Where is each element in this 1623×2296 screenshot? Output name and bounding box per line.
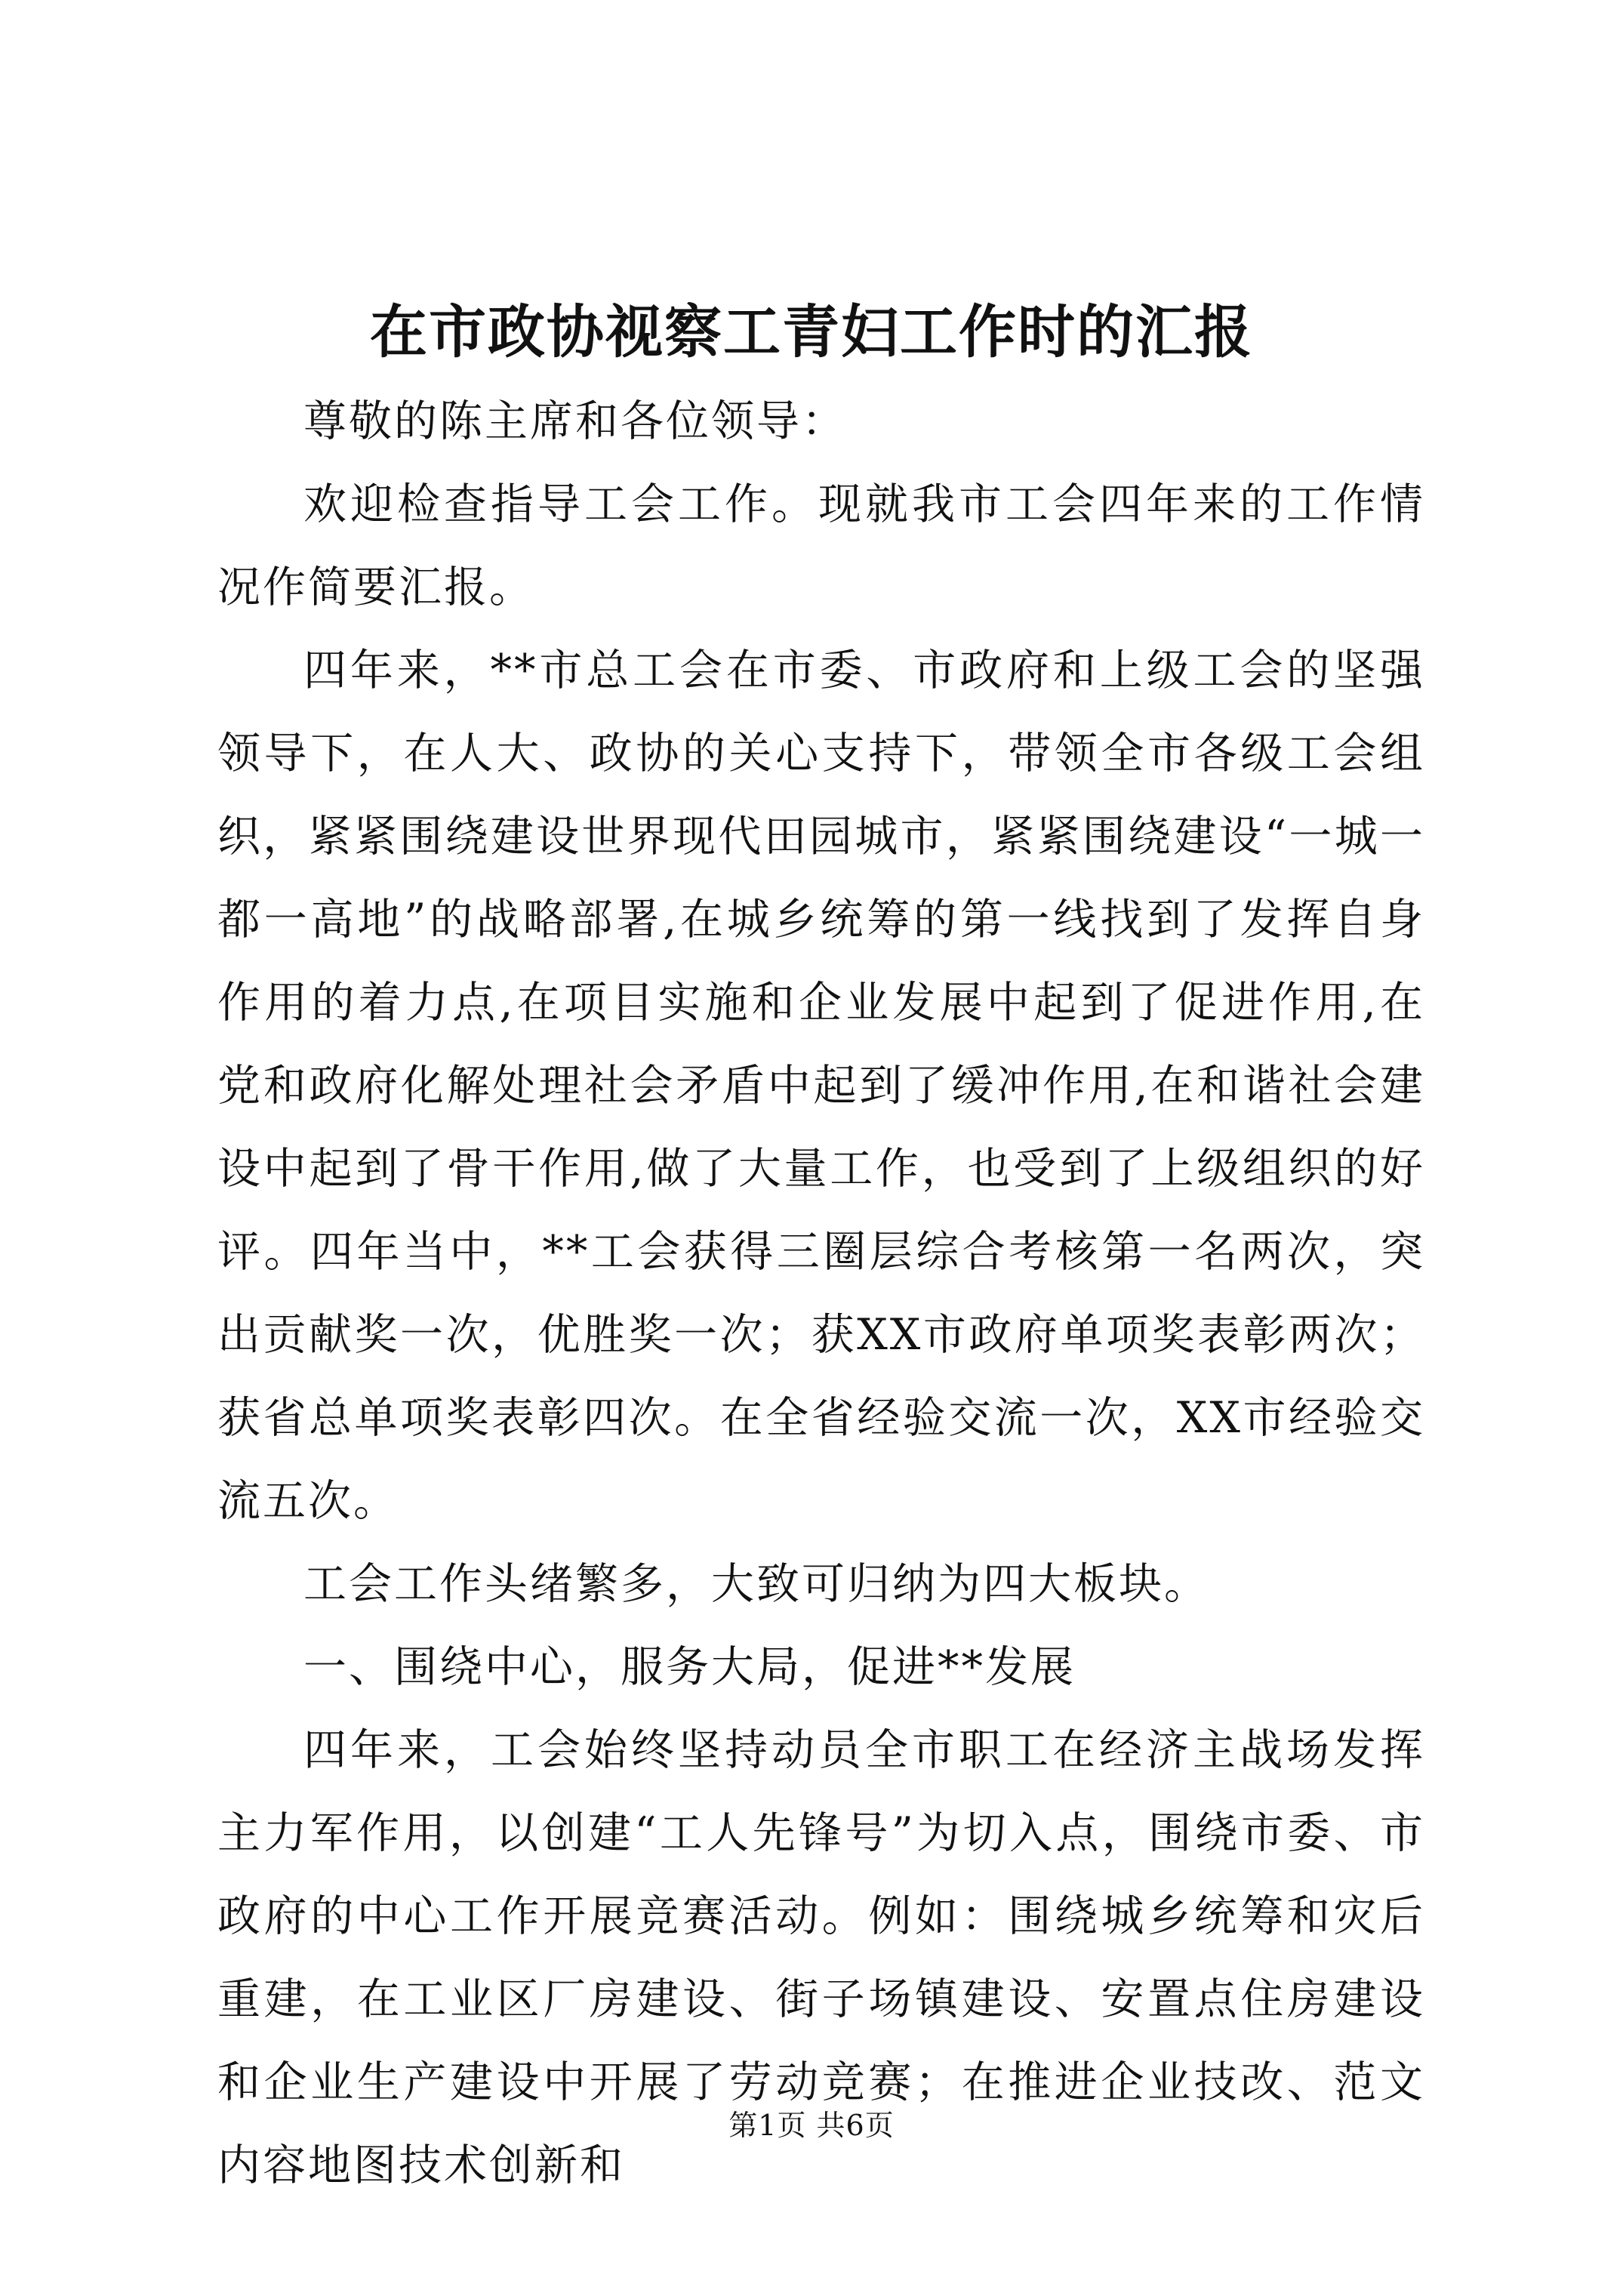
section-heading-one: 一、围绕中心，服务大局，促进**发展 — [303, 1642, 1076, 1692]
page-number-footer: 第1页 共6页 — [728, 2109, 895, 2142]
overview-paragraph: 工会工作头绪繁多，大致可归纳为四大板块。 — [303, 1559, 1209, 1609]
summary-paragraph: 四年来，**市总工会在市委、市政府和上级工会的坚强领导下，在人大、政协的关心支持下，带领全市各级工会组织，紧紧围绕建设世界现代田园城市，紧紧围绕建设“一城一都一高地”的战略部署,在城乡统筹的第一线找到了发挥自身作用的着力点,在项目实施和企业发展中起到了促进作用,在党和政府化解处理社会矛盾中起到了缓冲作用,在和谐社会建设中起到了骨干作用,做了大量工作，也受到了上级组织的好评。四年当中，**工会获得三圈层综合考核第一名两次，突出贡献奖一次，优胜奖一次；获XX市政府单项奖表彰两次；获省总单项奖表彰四次。在全省经验交流一次，XX市经验交流五次。 — [217, 646, 1425, 1526]
document-title: 在市政协视察工青妇工作时的汇报 — [370, 298, 1253, 365]
intro-paragraph: 欢迎检查指导工会工作。现就我市工会四年来的工作情况作简要汇报。 — [217, 479, 1425, 612]
salutation-paragraph: 尊敬的陈主席和各位领导： — [303, 396, 847, 446]
section-one-paragraph: 四年来，工会始终坚持动员全市职工在经济主战场发挥主力军作用，以创建“工人先锋号”为切入点，围绕市委、市政府的中心工作开展竞赛活动。例如：围绕城乡统筹和灾后重建，在工业区厂房建设、街子场镇建设、安置点住房建设和企业生产建设中开展了劳动竞赛；在推进企业技改、范文内容地图技术创新和 — [217, 1725, 1425, 2190]
document-body — [217, 380, 1425, 2207]
